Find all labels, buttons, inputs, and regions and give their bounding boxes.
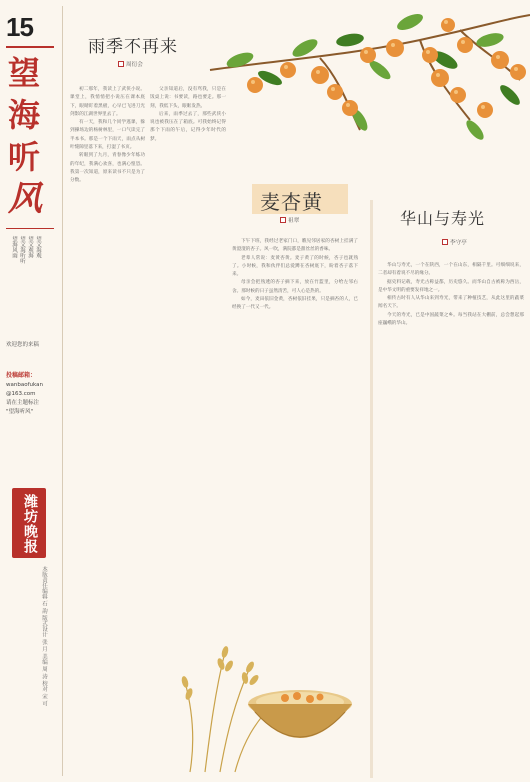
paragraph: 据史料记载，寿光古称益都，历史悠久。而华山自古被称为西岳，是中华文明的重要发祥地之一。	[378, 279, 524, 293]
contact-note: 请在主题标注	[6, 400, 40, 406]
masthead-rule-top	[6, 46, 54, 48]
paragraph: 母亲会把熟透的杏子摘下来，放在竹篮里，分给左邻右舍。那时候的日子虽然清苦，可人心是热的。	[232, 280, 358, 294]
article-body	[70, 86, 145, 606]
article-huashan-shouguang	[370, 200, 526, 778]
paragraph: 父亲知道后，没有骂我，只是在饭桌上说：书要读，路也要走。那一刻，我低下头，眼眶发热。	[150, 87, 226, 109]
column-title-char: 海	[8, 96, 41, 134]
column-title-char: 听	[8, 138, 41, 176]
contact-email-line[interactable]: wanbaofukan	[6, 382, 43, 388]
paragraph: 有一天，我和几个同学逃课，躲到操场边的杨树林里，一口气读完了半本书。那是一个下雨天，雨点从树叶缝隙里落下来，打湿了书页。	[70, 120, 145, 151]
column-title	[8, 52, 48, 220]
article-body	[378, 262, 524, 772]
article-byline	[280, 216, 299, 224]
byline-marker	[442, 239, 448, 245]
paragraph: 转眼到了九月，青春像少年练功的年纪，我满心欢喜，也满心惶恐。我第一次知道，原来读书不只是为了分数。	[70, 153, 145, 184]
article-body	[150, 86, 226, 606]
page-number: 15	[6, 12, 33, 42]
article-title: 华山与寿光	[400, 209, 486, 228]
paragraph: 今天的寿光，已是中国蔬菜之乡。每当我站在大棚前，总会想起那座巍峨的华山。	[378, 312, 524, 327]
paragraph: 老辈人常说：麦黄杏黄。麦子黄了的时候，杏子也就熟了。小时候，我和伙伴们总爱蹲在杏树底下，盼着杏子落下来。	[232, 255, 358, 278]
paragraph: 华山与寿光，一个在陕西，一个在山东，相隔千里。可细细说来，二者却有着说不尽的缘分。	[378, 263, 524, 277]
article-byline	[118, 60, 143, 68]
article-wheat-apricot	[232, 178, 362, 598]
slogan-line: 望海风雨	[11, 236, 17, 258]
author-name: 周衍会	[126, 62, 143, 68]
paragraph: 相传古时有人从华山来到寿光，带来了种植技艺，从此这里的蔬菜闻名天下。	[378, 296, 524, 310]
slogan-line: 望文海观	[35, 236, 41, 258]
contact-box	[6, 370, 58, 417]
slogan-line: 望文观海	[27, 236, 33, 258]
contact-email-line[interactable]: @163.com	[6, 391, 36, 397]
paper-name-badge	[12, 488, 46, 558]
masthead-rule-mid	[6, 228, 54, 229]
slogan-left: 欢迎您的来稿	[6, 342, 40, 348]
byline-marker	[280, 217, 286, 223]
contact-note: "望海听风"	[6, 409, 34, 415]
paragraph: 如今，麦田依旧金黄，杏树依旧挂果，只是摘杏的人，已经换了一代又一代。	[232, 297, 358, 311]
credits: 本版责任编辑 石 韵 版式设计 张 月 美编 周 涛 校对 宋 可	[41, 566, 47, 707]
apricot-fruits	[247, 18, 526, 118]
wheat-bowl-illustration	[165, 612, 365, 778]
apricot-branch-illustration	[200, 0, 530, 200]
article-title: 雨季不再来	[88, 37, 178, 57]
article-title: 麦杏黄	[260, 190, 323, 214]
column-divider	[62, 6, 63, 776]
contact-label: 投稿邮箱：	[6, 372, 37, 379]
article-byline	[442, 238, 467, 246]
author-name: 祖翠	[288, 218, 300, 224]
article-body	[232, 238, 358, 588]
paper-name: 潍坊晚报	[22, 494, 38, 554]
paragraph: 初二那年，我读上了武侠小说。课堂上，我悄悄把小说压在课本底下，眼睛盯着黑板，心早已飞进刀光剑影的江湖世界里去了。	[70, 87, 145, 117]
paragraph: 下午下班，我经过老家门口，瞧见邻居家的杏树上挂满了黄澄澄的杏子。风一吹，满院都是甜丝丝的香味。	[232, 239, 358, 253]
column-title-char: 望	[8, 54, 41, 92]
masthead	[0, 0, 62, 782]
paragraph: 后来，雨季过去了，那些武侠小说也被我压在了箱底。可我始终记得那个下雨的午后，记得少年时代的梦。	[150, 111, 226, 142]
slogan-line: 望文海听听	[19, 236, 25, 264]
byline-marker	[118, 61, 124, 67]
column-title-char: 风	[8, 179, 42, 219]
slogan-block	[10, 236, 42, 326]
author-name: 李守亭	[450, 240, 467, 246]
title-accent-bar	[370, 200, 373, 778]
